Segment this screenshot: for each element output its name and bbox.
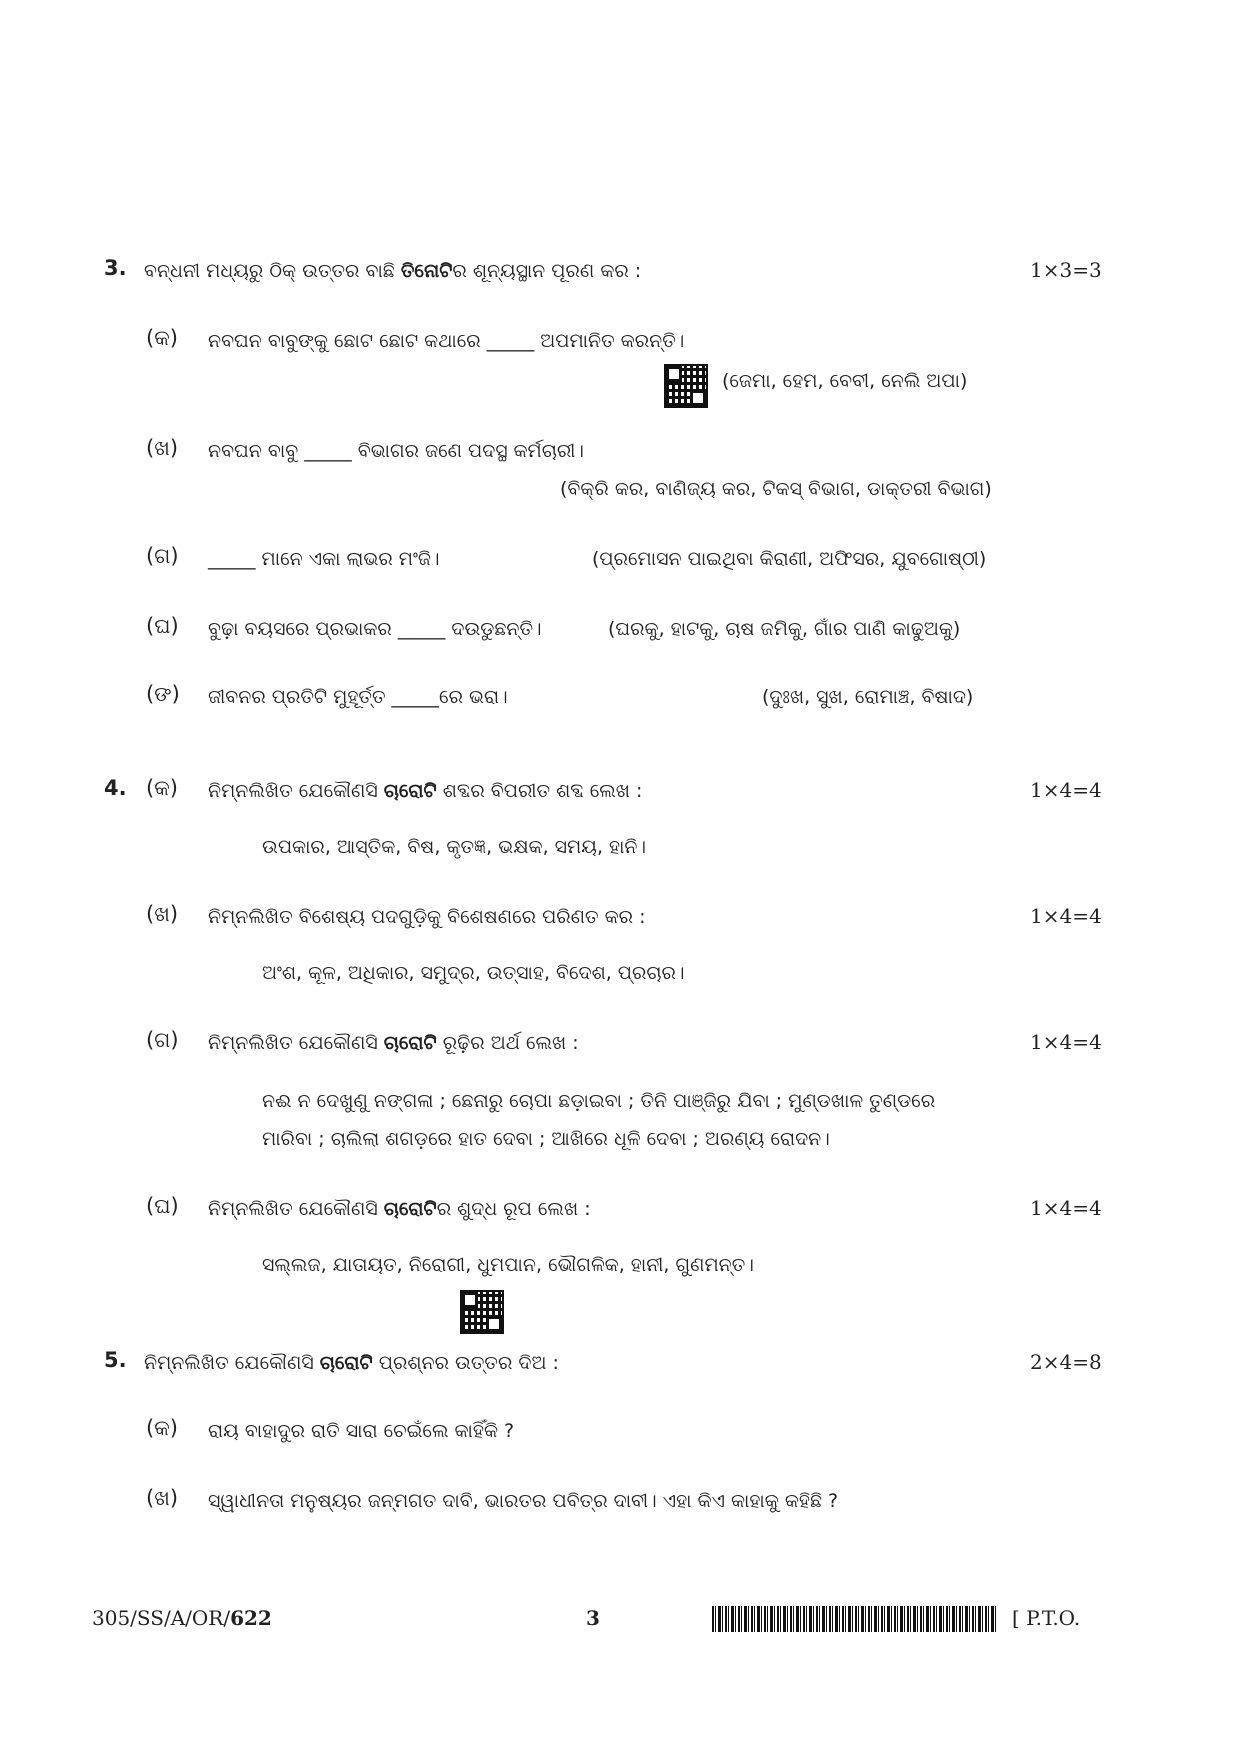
q4-part-gha-marks: 1×4=4	[1030, 1196, 1102, 1220]
q3-item-ka-label: (କ)	[146, 326, 178, 350]
q3-item-kha-label: (ଖ)	[146, 436, 179, 460]
paper-code	[92, 1606, 272, 1630]
q4-part-ka-post: ଶବ୍ଦର ବିପରୀତ ଶବ୍ଦ ଲେଖ :	[436, 780, 643, 802]
q3-item-ka-text: ନବଘନ ବାବୁଙ୍କୁ ଛୋଟ ଛୋଟ କଥାରେ _____ ଅପମାନିତ କରନ୍ତି।	[208, 330, 685, 352]
q4-part-ga-instruction	[208, 1030, 579, 1056]
q4-part-ka-label: (କ)	[146, 776, 178, 800]
q4-part-ka-instruction	[208, 778, 642, 804]
q4-part-gha-pre: ନିମ୍ନଲିଖିତ ଯେକୌଣସି	[208, 1198, 384, 1220]
q4-part-ga-post: ରୂଢ଼ିର ଅର୍ଥ ଲେଖ :	[436, 1032, 579, 1054]
paper-code-prefix: 305/SS/A/OR/	[92, 1606, 231, 1630]
q4-part-ka-pre: ନିମ୍ନଲିଖିତ ଯେକୌଣସି	[208, 780, 384, 802]
q3-item-kha-options: (ବିକ୍ରି କର, ବାଣିଜ୍ୟ କର, ଟିକସ୍ ବିଭାଗ, ଡାକ୍ତରୀ ବିଭାଗ)	[560, 478, 992, 500]
pto-label: [ P.T.O.	[1012, 1606, 1081, 1630]
q4-part-gha-label: (ଘ)	[146, 1194, 179, 1218]
q3-marks: 1×3=3	[1030, 258, 1102, 282]
q5-marks: 2×4=8	[1030, 1350, 1102, 1374]
page-number: 3	[586, 1606, 600, 1630]
q4-part-kha-instruction	[208, 904, 646, 930]
q3-item-gha-options: (ଘରକୁ, ହାଟକୁ, ଚାଷ ଜମିକୁ, ଗାଁର ପାଣି କାଢୁଅକୁ)	[608, 618, 961, 640]
q3-item-ka-options: (ଜେମା, ହେମ, ବେବୀ, ନେଲି ଅପା)	[722, 370, 968, 392]
q4-part-kha-label: (ଖ)	[146, 902, 179, 926]
paper-code-bold: 622	[230, 1606, 272, 1630]
q4-part-gha-body: ସଲ୍ଲଜ, ଯାତାୟତ, ନିରୋଗୀ, ଧୁମପାନ, ଭୌଗଳିକ, ହାନୀ, ଗୁଣମନ୍ତ।	[262, 1254, 754, 1276]
q4-part-ga-body-line2: ମାରିବା ; ଚାଲିଲା ଶଗଡ଼ରେ ହାତ ଦେବା ; ଆଖିରେ ଧୂଳି ଦେବା ; ଅରଣ୍ୟ ରୋଦନ।	[262, 1128, 830, 1150]
q3-instruction-pre: ବନ୍ଧନୀ ମଧ୍ୟରୁ ଠିକ୍ ଉତ୍ତର ବାଛି	[144, 260, 401, 282]
qr-code-icon	[666, 366, 706, 406]
q5-item-kha-text: ସ୍ୱାଧୀନତା ମନୁଷ୍ୟର ଜନ୍ମଗତ ଦାବି, ଭାରତର ପବିତ୍ର ଦାବୀ। ଏହା କିଏ କାହାକୁ କହିଛି ?	[208, 1490, 839, 1512]
q3-item-nga-text: ଜୀବନର ପ୍ରତିଟି ମୁହୂର୍ତ୍ତ _____ରେ ଭରା।	[208, 686, 508, 708]
q3-item-ga-label: (ଗ)	[146, 544, 179, 568]
q4-part-ka-body: ଉପକାର, ଆସ୍ତିକ, ବିଷ, କୃତଜ୍ଞ, ଭକ୍ଷକ, ସମୟ, ହାନି।	[262, 836, 647, 858]
q5-bold: ଚାରୋଟି	[319, 1352, 373, 1374]
q4-part-ka-bold: ଚାରୋଟି	[383, 780, 437, 802]
q3-instruction	[144, 258, 641, 284]
q5-item-kha-label: (ଖ)	[146, 1486, 179, 1510]
q4-part-kha-marks: 1×4=4	[1030, 904, 1102, 928]
q3-item-gha-label: (ଘ)	[146, 614, 179, 638]
q4-part-ga-pre: ନିମ୍ନଲିଖିତ ଯେକୌଣସି	[208, 1032, 384, 1054]
q4-part-ga-bold: ଚାରୋଟି	[383, 1032, 437, 1054]
q4-part-ga-label: (ଗ)	[146, 1028, 179, 1052]
q3-item-ga-text: _____ ମାନେ ଏକା ଲାଭର ମଂଜି।	[208, 548, 440, 570]
q5-item-ka-label: (କ)	[146, 1416, 178, 1440]
q4-part-ka-marks: 1×4=4	[1030, 778, 1102, 802]
q4-part-gha-instruction	[208, 1196, 591, 1222]
q5-pre: ନିମ୍ନଲିଖିତ ଯେକୌଣସି	[144, 1352, 320, 1374]
q4-part-ga-marks: 1×4=4	[1030, 1030, 1102, 1054]
q3-item-ga-options: (ପ୍ରମୋସନ ପାଇଥିବା କିରାଣୀ, ଅଫିସର, ଯୁବଗୋଷ୍ଠୀ)	[592, 548, 987, 570]
q5-post: ପ୍ରଶ୍ନର ଉତ୍ତର ଦିଅ :	[372, 1352, 559, 1374]
q4-number: 4.	[104, 776, 127, 800]
q4-part-ga-body-line1: ନଈ ନ ଦେଖୁଣୁ ନଙ୍ଗଳା ; ଛେନାରୁ ଚୋପା ଛଡ଼ାଇବା ; ତିନି ପାଞ୍ଜିରୁ ଯିବା ; ମୁଣ୍ଡଖାଳ ତୁଣ୍ଡରେ	[262, 1090, 936, 1112]
q4-part-gha-post: ର ଶୁଦ୍ଧ ରୂପ ଲେଖ :	[436, 1198, 591, 1220]
q3-instruction-post: ର ଶୂନ୍ୟସ୍ଥାନ ପୂରଣ କର :	[452, 260, 642, 282]
barcode-icon	[712, 1606, 997, 1632]
q5-instruction	[144, 1350, 559, 1376]
q3-number: 3.	[104, 256, 127, 280]
q3-item-kha-text: ନବଘନ ବାବୁ _____ ବିଭାଗର ଜଣେ ପଦସ୍ଥ କର୍ମଚାରୀ।	[208, 440, 584, 462]
qr-code-icon	[462, 1292, 502, 1332]
q3-instruction-bold: ତିନୋଟି	[400, 260, 453, 282]
q5-item-ka-text: ରାୟ ବାହାଦୁର ରାତି ସାରା ଚେଇଁଲେ କାହିଁକି ?	[208, 1420, 515, 1442]
q4-part-kha-body: ଅଂଶ, କୂଳ, ଅଧିକାର, ସମୁଦ୍ର, ଉତ୍ସାହ, ବିଦେଶ, ପ୍ରଚାର।	[262, 962, 685, 984]
q3-item-nga-options: (ଦୁଃଖ, ସୁଖ, ରୋମାଞ୍ଚ, ବିଷାଦ)	[762, 686, 974, 708]
q3-item-nga-label: (ଙ)	[146, 682, 180, 706]
q4-part-kha-pre: ନିମ୍ନଲିଖିତ ବିଶେଷ୍ୟ ପଦଗୁଡ଼ିକୁ ବିଶେଷଣରେ ପରିଣତ କର :	[208, 906, 646, 928]
q3-item-gha-text: ବୁଢ଼ା ବୟସରେ ପ୍ରଭାକର _____ ଦଉଡୁଛନ୍ତି।	[208, 618, 542, 640]
q4-part-gha-bold: ଚାରୋଟି	[383, 1198, 437, 1220]
q5-number: 5.	[104, 1348, 127, 1372]
